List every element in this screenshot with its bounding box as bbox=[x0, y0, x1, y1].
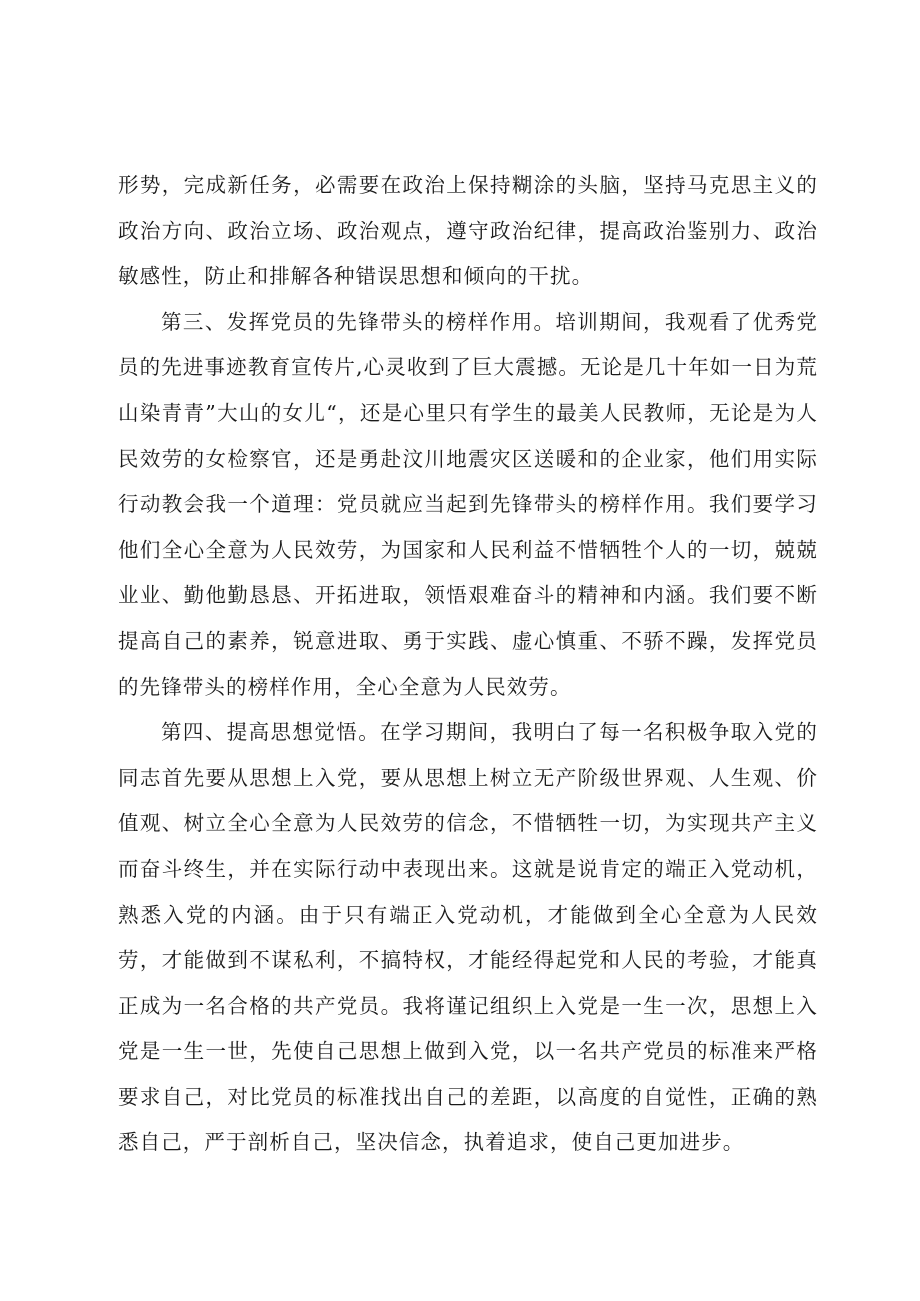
paragraph-point-three: 第三、发挥党员的先锋带头的榜样作用。培训期间，我观看了优秀党员的先进事迹教育宣传片,心灵收到了巨大震撼。无论是几十年如一日为荒山染青青”大山的女儿“，还是心里只有学生的最美人民教师，无论是为人民效劳的女检察官，还是勇赴汶川地震灾区送暖和的企业家，他们用实际行动教会我一个道理：党员就应当起到先锋带头的榜样作用。我们要学习他们全心全意为人民效劳，为国家和人民利益不惜牺牲个人的一切，兢兢业业、勤他勤恳恳、开拓进取，领悟艰难奋斗的精神和内涵。我们要不断提高自己的素养，锐意进取、勇于实践、虚心慎重、不骄不躁，发挥党员的先锋带头的榜样作用，全心全意为人民效劳。 bbox=[118, 309, 818, 699]
document-body bbox=[118, 163, 818, 1166]
paragraph-continuation: 形势，完成新任务，必需要在政治上保持糊涂的头脑，坚持马克思主义的政治方向、政治立场、政治观点，遵守政治纪律，提高政治鉴别力、政治敏感性，防止和排解各种错误思想和倾向的干扰。 bbox=[118, 173, 818, 289]
paragraph-point-four: 第四、提高思想觉悟。在学习期间，我明白了每一名积极争取入党的同志首先要从思想上入党，要从思想上树立无产阶级世界观、人生观、价值观、树立全心全意为人民效劳的信念，不惜牺牲一切，为实现共产主义而奋斗终生，并在实际行动中表现出来。这就是说肯定的端正入党动机，熟悉入党的内涵。由于只有端正入党动机，才能做到全心全意为人民效劳，才能做到不谋私利，不搞特权，才能经得起党和人民的考验，才能真正成为一名合格的共产党员。我将谨记组织上入党是一生一次，思想上入党是一生一世，先使自己思想上做到入党，以一名共产党员的标准来严格要求自己，对比党员的标准找出自己的差距，以高度的自觉性，正确的熟悉自己，严于剖析自己，坚决信念，执着追求，使自己更加进步。 bbox=[118, 720, 818, 1155]
